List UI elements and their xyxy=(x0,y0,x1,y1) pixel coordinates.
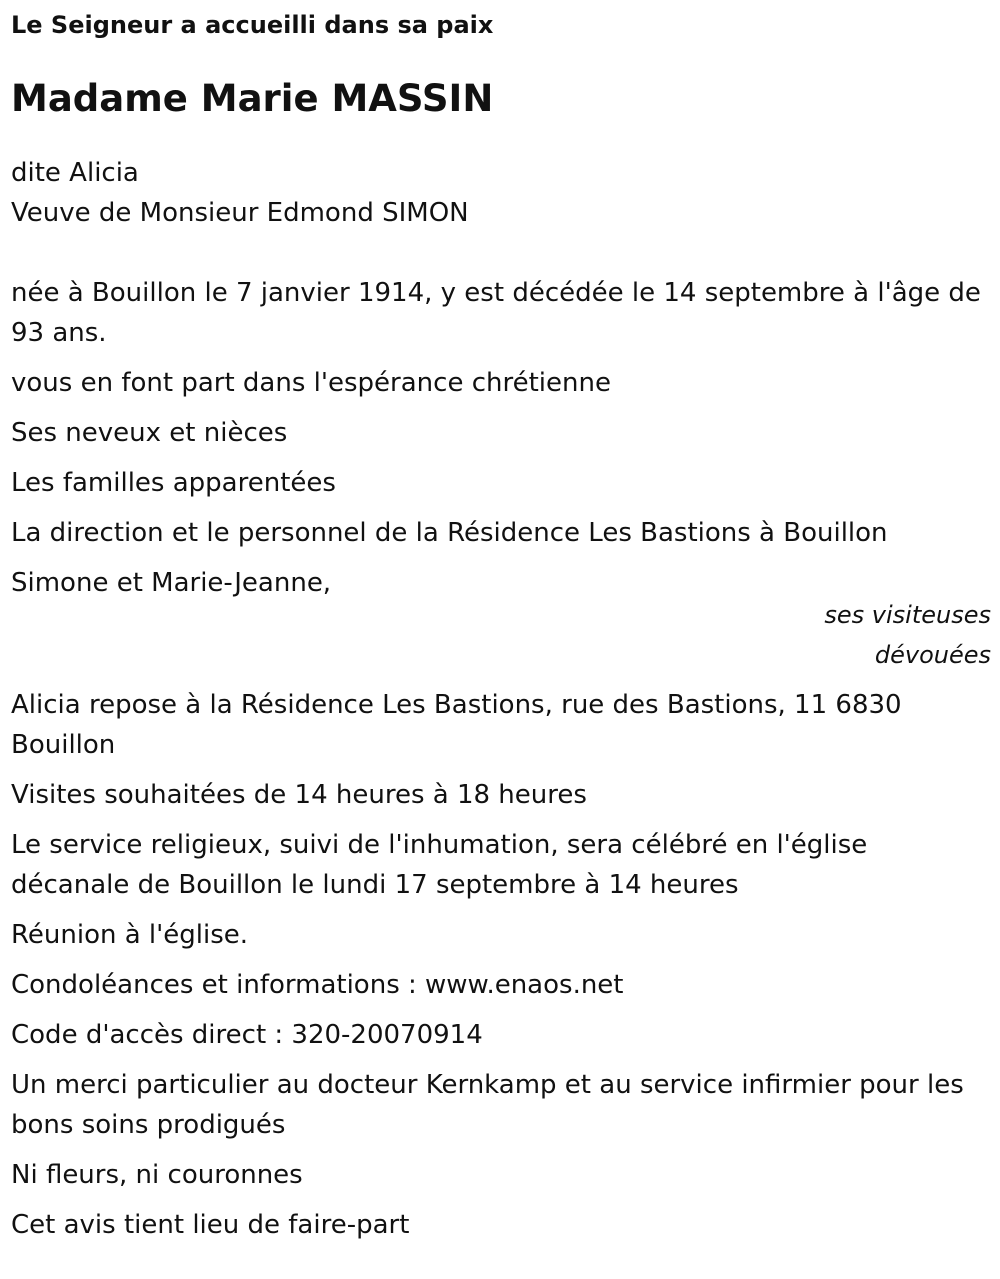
alias-line: dite Alicia xyxy=(11,158,139,188)
service-paragraph: Le service religieux, suivi de l'inhumation, sera célébré en l'église décanale de Bouillon le lundi 17 septembre à 14 heures xyxy=(11,830,868,900)
thanks-paragraph: Un merci particulier au docteur Kernkamp et au service infirmier pour les bons soins prodigués xyxy=(11,1070,964,1140)
rest-location-paragraph: Alicia repose à la Résidence Les Bastions, rue des Bastions, 11 6830 Bouillon xyxy=(11,690,902,760)
meeting-line: Réunion à l'église. xyxy=(11,920,249,950)
no-flowers-line: Ni fleurs, ni couronnes xyxy=(11,1160,303,1190)
family-line-simone-marie-jeanne: Simone et Marie-Jeanne, xyxy=(11,568,332,598)
family-line-nephews: Ses neveux et nièces xyxy=(11,418,288,448)
birth-death-paragraph: née à Bouillon le 7 janvier 1914, y est décédée le 14 septembre à l'âge de 93 ans. xyxy=(11,278,981,348)
announce-line: vous en font part dans l'espérance chrétienne xyxy=(11,368,611,398)
notice-note-line: Cet avis tient lieu de faire-part xyxy=(11,1210,410,1240)
visitors-caption-line1: ses visiteuses xyxy=(824,601,991,629)
access-code-line: Code d'accès direct : 320-20070914 xyxy=(11,1020,483,1050)
condolences-line: Condoléances et informations : www.enaos.net xyxy=(11,970,624,1000)
family-line-relatives: Les familles apparentées xyxy=(11,468,336,498)
header-line: Le Seigneur a accueilli dans sa paix xyxy=(11,11,494,39)
visitors-caption-line2: dévouées xyxy=(874,641,991,669)
obituary-notice xyxy=(11,0,991,1245)
widow-line: Veuve de Monsieur Edmond SIMON xyxy=(11,198,469,228)
family-line-residence-staff: La direction et le personnel de la Résidence Les Bastions à Bouillon xyxy=(11,518,888,548)
deceased-name: Madame Marie MASSIN xyxy=(11,77,494,120)
visits-line: Visites souhaitées de 14 heures à 18 heures xyxy=(11,780,587,810)
